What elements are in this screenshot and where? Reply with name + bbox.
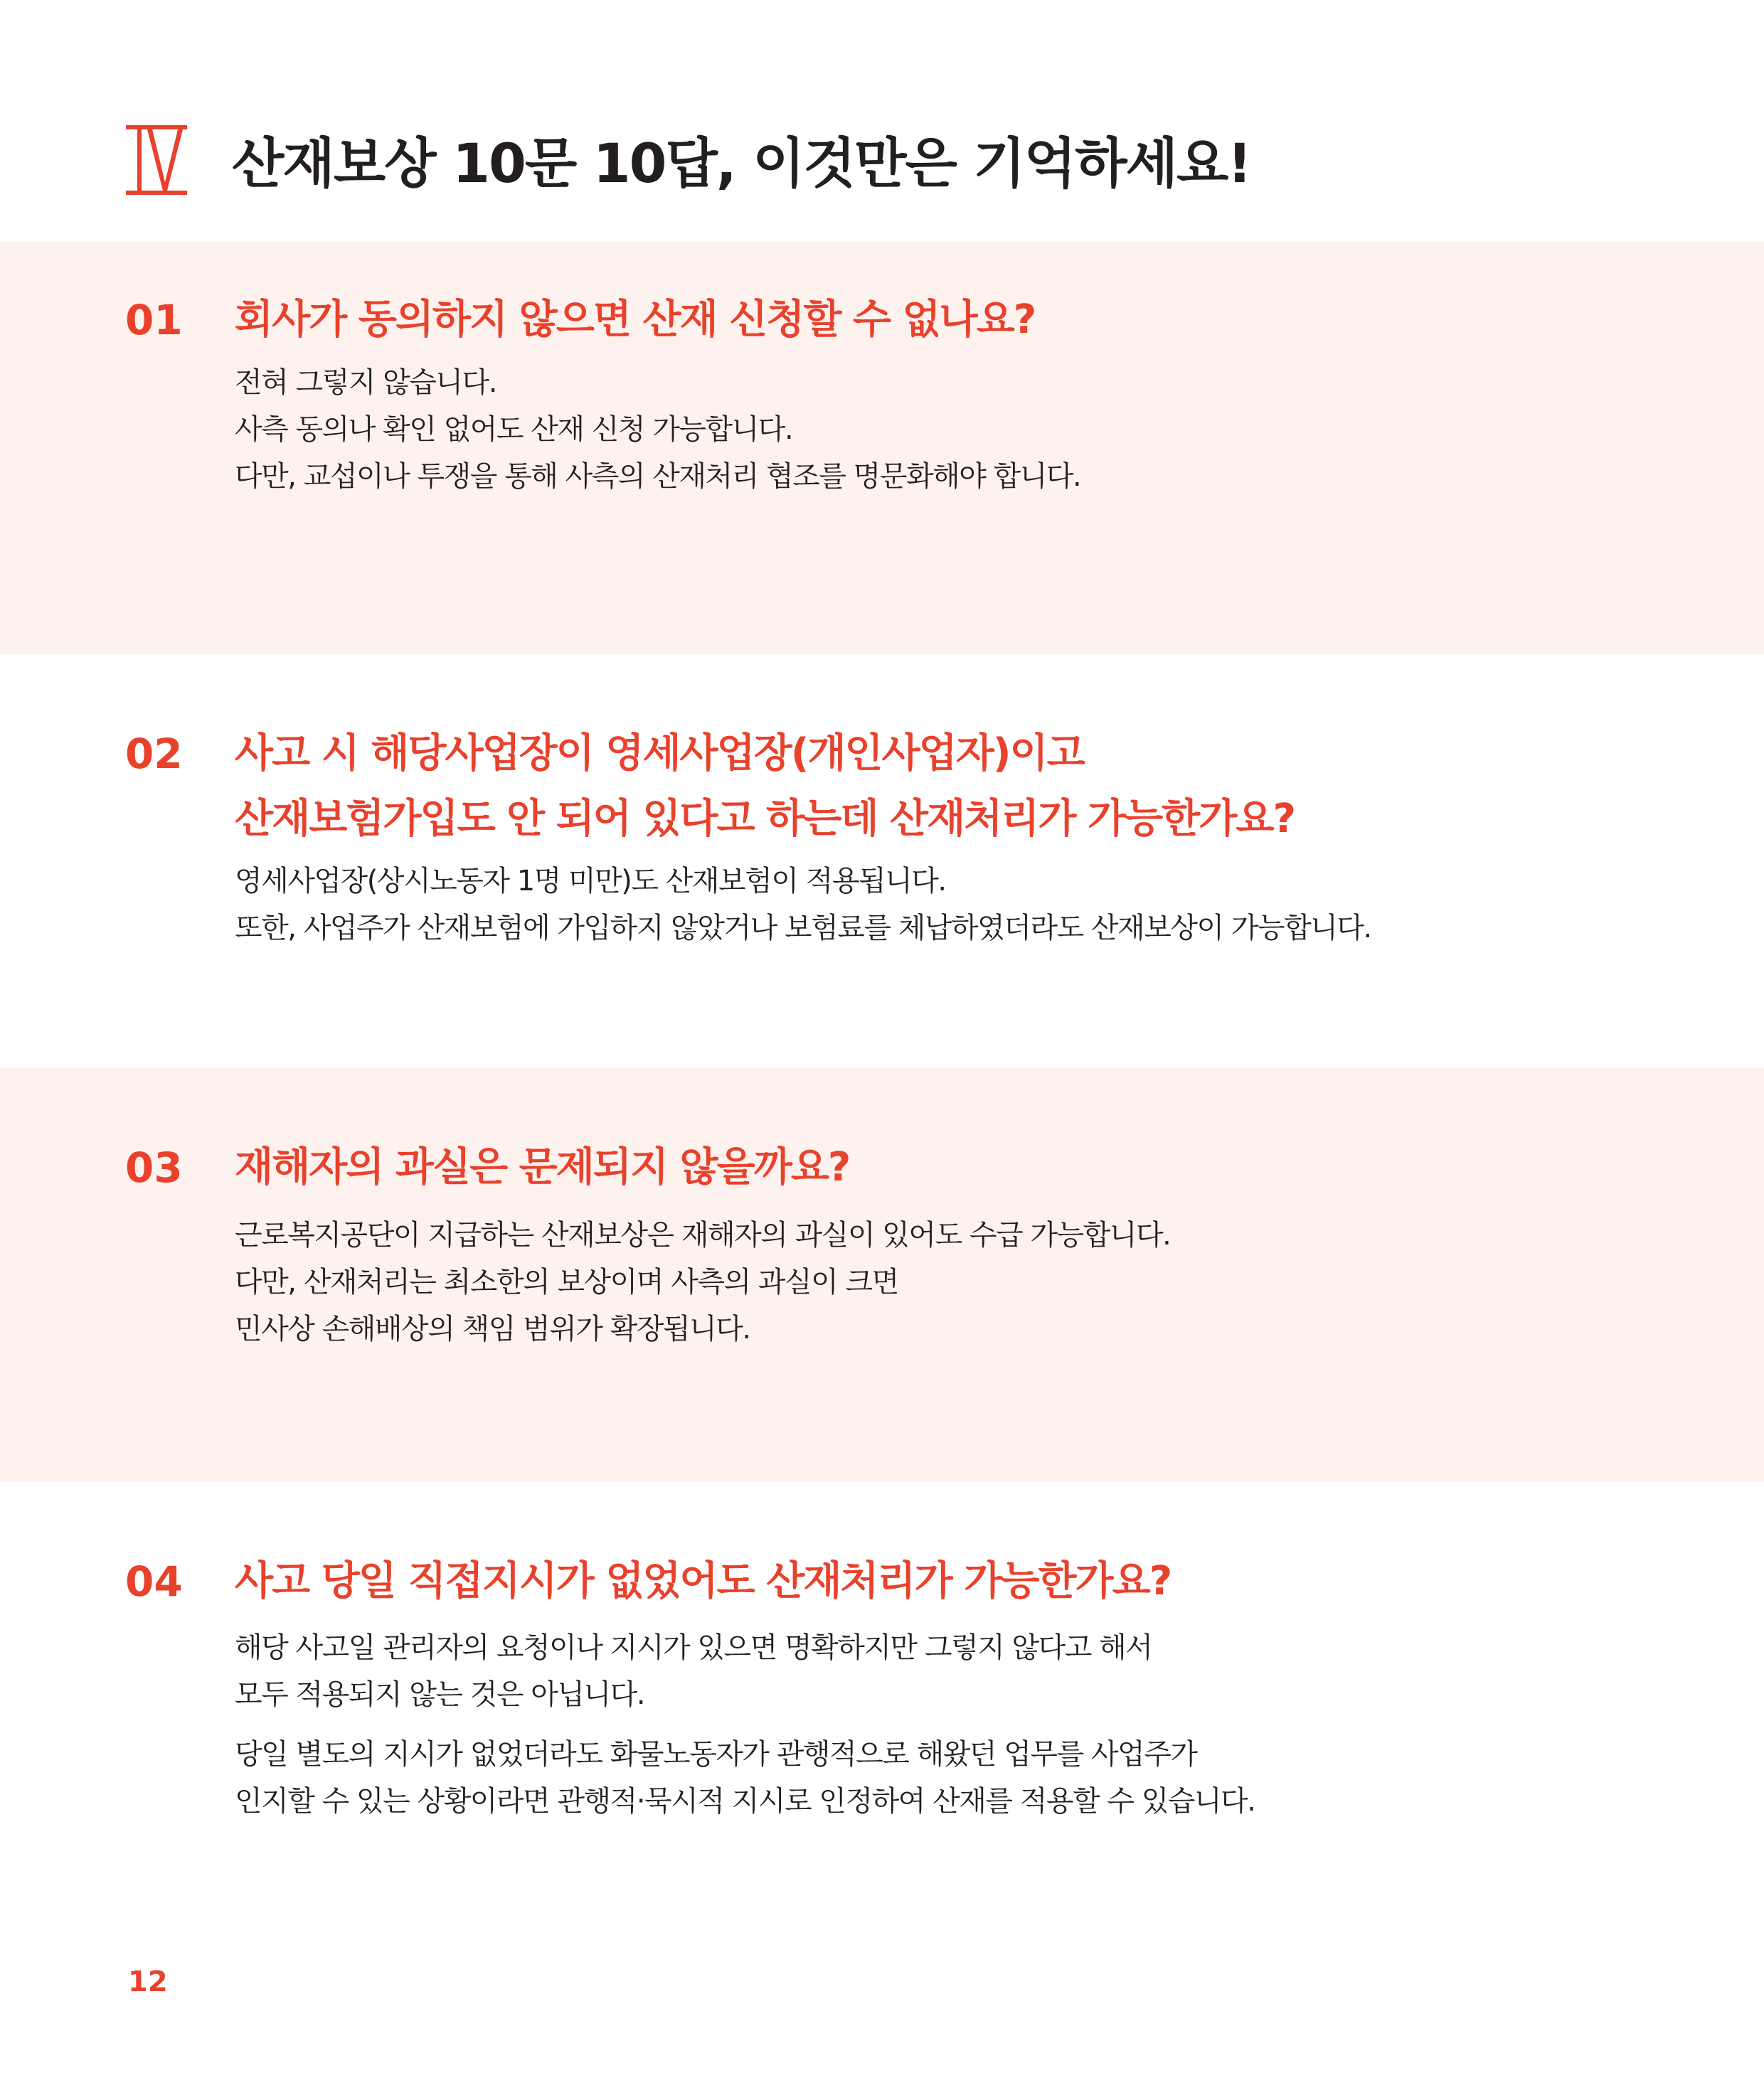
question-title <box>235 1135 849 1200</box>
question-number: 02 <box>125 730 183 778</box>
question-title <box>235 287 1035 353</box>
answer-line: 또한, 사업주가 산재보험에 가입하지 않았거나 보험료를 체납하였더라도 산재보상이 가능합니다. <box>235 912 1371 944</box>
qa-item-01 <box>0 242 1764 654</box>
question-line: 산재보험가입도 안 되어 있다고 하는데 산재처리가 가능한가요? <box>235 796 1295 842</box>
answer-line: 해당 사고일 관리자의 요청이나 지시가 있으면 명확하지만 그렇지 않다고 해서 <box>235 1631 1152 1664</box>
question-number: 01 <box>125 296 183 344</box>
question-line: 회사가 동의하지 않으면 산재 신청할 수 없나요? <box>235 297 1036 343</box>
question-number: 04 <box>125 1557 183 1606</box>
question-line: 사고 시 해당사업장이 영세사업장(개인사업자)이고 <box>235 730 1084 777</box>
qa-item-02 <box>0 654 1764 1068</box>
answer-line: 인지할 수 있는 상황이라면 관행적·묵시적 지시로 인정하여 산재를 적용할 수 있습니다. <box>235 1785 1255 1818</box>
question-line: 재해자의 과실은 문제되지 않을까요? <box>235 1144 850 1190</box>
answer-line: 근로복지공단이 지급하는 산재보상은 재해자의 과실이 있어도 수급 가능합니다. <box>235 1219 1171 1252</box>
answer-line: 민사상 손해배상의 책임 범위가 확장됩니다. <box>235 1313 750 1345</box>
answer-line: 사측 동의나 확인 없어도 산재 신청 가능합니다. <box>235 413 793 446</box>
answer-paragraph-2 <box>235 1731 1255 1825</box>
answer-text <box>235 858 1371 952</box>
question-number: 03 <box>125 1144 183 1192</box>
qa-item-03 <box>0 1068 1764 1482</box>
page-title: 산재보상 10문 10답, 이것만은 기억하세요! <box>232 132 1251 195</box>
page-number: 12 <box>128 1966 168 1998</box>
answer-line: 영세사업장(상시노동자 1명 미만)도 산재보험이 적용됩니다. <box>235 865 946 897</box>
answer-paragraph-1 <box>235 1624 1152 1718</box>
answer-text <box>235 1212 1170 1353</box>
answer-line: 다만, 산재처리는 최소한의 보상이며 사측의 과실이 크면 <box>235 1266 898 1299</box>
chapter-numeral-icon <box>126 125 187 195</box>
answer-line: 당일 별도의 지시가 없었더라도 화물노동자가 관행적으로 해왔던 업무를 사업주가 <box>235 1738 1197 1771</box>
question-title <box>235 721 1295 852</box>
question-line: 사고 당일 직접지시가 없었어도 산재처리가 가능한가요? <box>235 1558 1171 1604</box>
answer-line: 다만, 교섭이나 투쟁을 통해 사측의 산재처리 협조를 명문화해야 합니다. <box>235 460 1081 493</box>
chapter-header <box>0 0 1764 242</box>
answer-line: 전혀 그렇지 않습니다. <box>235 366 496 399</box>
answer-line: 모두 적용되지 않는 것은 아닙니다. <box>235 1678 645 1711</box>
question-title <box>235 1549 1171 1614</box>
qa-item-04 <box>0 1482 1764 1909</box>
answer-text <box>235 359 1080 500</box>
